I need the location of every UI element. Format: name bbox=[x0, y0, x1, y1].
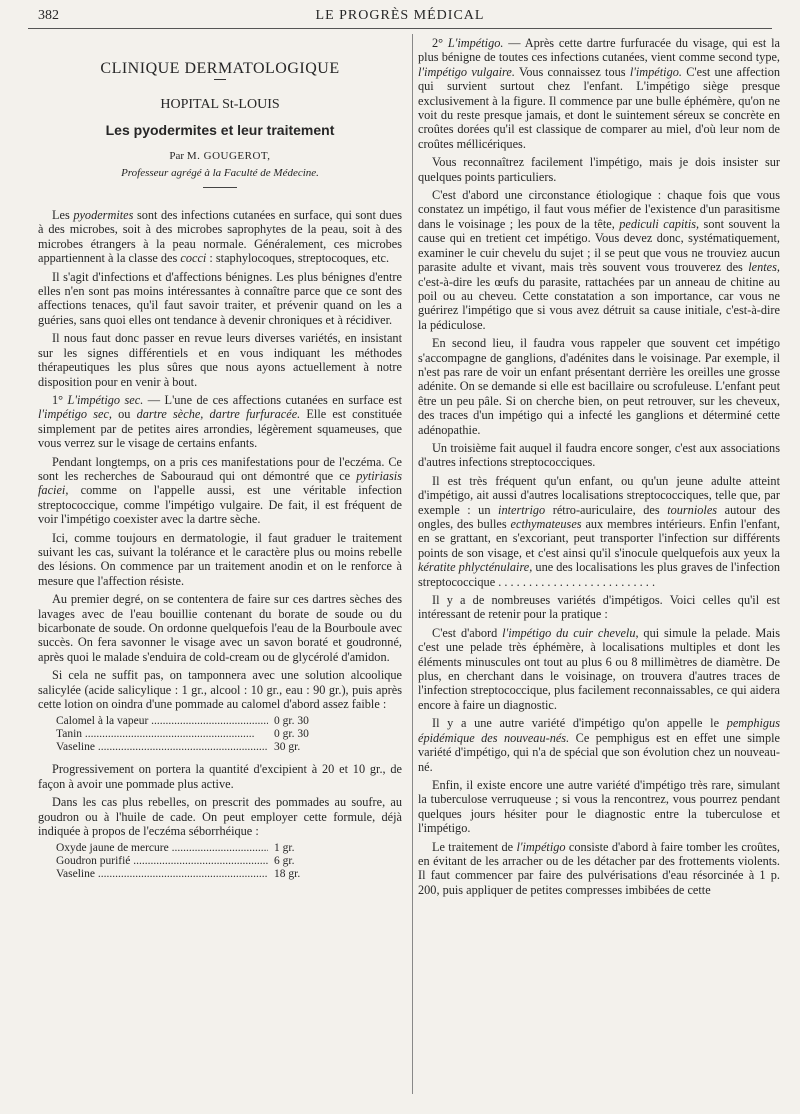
paragraph: En second lieu, il faudra vous rappeler que souvent cet impétigo s'accompagne de ganglions, d'adénites dans le voisinage. Par exemple, il n'est pas rare de voir un enfant présentant derrière les oreilles une grosse adénite. On se demande si elle est bacillaire ou scrofuleuse. L'enfant peut être un peu pâle. Si on cherche bien, on peut retrouver, sur les cheveux, des traces d'un impétigo qui a infecté les ganglions et déterminé cette adénopathie. bbox=[418, 336, 780, 437]
paragraph: Les pyodermites sont des infections cutanées en surface, qui sont dues à des microbes, soit à des microbes saprophytes de la peau, soit à des microbes étrangers à la peau normale. Généralement, ces microbes appartiennent à la classe des cocci : staphylocoques, streptocoques, etc. bbox=[38, 208, 402, 266]
paragraph: Il nous faut donc passer en revue leurs diverses variétés, en insistant sur les signes différentiels et en vous indiquant les méthodes thérapeutiques les plus sûres que nous ayons actuellement à notre disposition pour en venir à bout. bbox=[38, 331, 402, 389]
byline bbox=[38, 149, 402, 163]
paragraph: Pendant longtemps, on a pris ces manifestations pour de l'eczéma. Ce sont les recherches de Sabouraud qui ont démontré que ce pytiriasis faciei, comme on l'appelle aussi, est une véritable infection streptococcique, comme l'impétigo vulgaire. De fait, il est fréquent de voir l'impétigo coexister avec la dartre sèche. bbox=[38, 454, 402, 527]
paragraph: Il s'agit d'infections et d'affections bénignes. Les plus bénignes d'entre elles n'en sont pas moins intéressantes à connaître parce que ce sont des affections tenaces, qu'il faut savoir traiter, et prévenir quand on les a guéries, sans quoi elles ont tendance à devenir chroniques et à récidiver. bbox=[38, 269, 402, 327]
article-heading bbox=[38, 62, 402, 188]
column-divider bbox=[412, 34, 413, 1094]
paragraph: C'est d'abord une circonstance étiologique : chaque fois que vous constatez un impétigo, il faut vous méfier de l'existence d'un parasitisme dans le voisinage ; les poux de la tête, pediculi capitis, sont souvent la cause qui en tretient cet impétigo. Vous devez donc, systématiquement, examiner le cuir chevelu du sujet ; il se peut que vous ne trouviez aucun parasite adulte et vivant, mais très souvent vous trouverez des lentes, c'est-à-dire les œufs du parasite, rattachées par un anneau de chitine au poil ou au cheveu. Cette constatation a son importance, car vous ne guérirez l'impétigo que si vous avez détruit sa cause initiale, c'est-à-dire la pédiculose. bbox=[418, 188, 780, 332]
prescription-calomel bbox=[56, 715, 326, 754]
paragraph: Progressivement on portera la quantité d'excipient à 20 et 10 gr., de façon à avoir une pommade plus active. bbox=[38, 762, 402, 791]
prescription-line: Oxyde jaune de mercure ..... 1 gr. bbox=[56, 842, 326, 855]
paragraph: Il est très fréquent qu'un enfant, ou qu'un jeune adulte atteint d'impétigo, ait aussi d'autres localisations streptococciques, telle que, par exemple : un intertrigo rétro-auriculaire, des tournioles autour des ongles, des bulles ecthymateuses aux membres intérieurs. Enfin l'enfant, en se grattant, en s'excoriant, peut transporter l'infection sur différents points de son visage, et c'est ainsi qu'il s'inocule quelquefois aux yeux la kératite phlycténulaire, une des localisations les plus graves de l'infection streptococcique . . . . . . . . . . . . . . . . . . . . . . . . . . bbox=[418, 473, 780, 589]
paragraph: Dans les cas plus rebelles, on prescrit des pommades au soufre, au goudron ou à l'huile de cade. On peut employer cette formule, déjà indiquée à propos de l'eczéma séborrhéique : bbox=[38, 795, 402, 839]
journal-title: LE PROGRÈS MÉDICAL bbox=[315, 8, 485, 23]
section-title: CLINIQUE DERMATOLOGIQUE bbox=[100, 60, 340, 77]
section-dash bbox=[214, 79, 226, 80]
hospital-name: HOPITAL St-LOUIS bbox=[160, 97, 280, 113]
paragraph: C'est d'abord l'impétigo du cuir chevelu, qui simule la pelade. Mais c'est une pelade très éphémère, à localisations multiples et dont les éléments minuscules ont tout au plus 6 ou 8 millimètres de diamètre. De plus, en cherchant dans le voisinage, on trouvera d'autres traces de l'infection streptococcique, plus facilement reconnaissables, ce qui aidera encore à faire un diagnostic. bbox=[418, 625, 780, 712]
paragraph: Il y a de nombreuses variétés d'impétigos. Voici celles qu'il est intéressant de retenir pour la pratique : bbox=[418, 593, 780, 622]
paragraph: Il y a une autre variété d'impétigo qu'on appelle le pemphigus épidémique des nouveau-nés. Ce pemphigus est en effet une simple variété d'impétigo, qui n'a de spécial que son évolution chez un nouveau-né. bbox=[418, 716, 780, 774]
byline-prefix: Par bbox=[169, 150, 185, 163]
prescription-line: Tanin ..... 0 gr. 30 bbox=[56, 728, 326, 741]
page-number: 382 bbox=[38, 8, 59, 23]
right-column bbox=[418, 36, 780, 901]
running-header bbox=[28, 8, 772, 28]
paragraph: Enfin, il existe encore une autre variété d'impétigo très rare, simulant la tuberculose verruqueuse ; si vous la rencontrez, vous pourrez pendant quelques jours hésiter pour le diagnostic entre la tuberculose et l'impétigo. bbox=[418, 777, 780, 836]
paragraph: 1° L'impétigo sec. — L'une de ces affections cutanées en surface est l'impétigo sec, ou dartre sèche, dartre furfuracée. Elle est constituée simplement par de petites aires arrondies, légèrement squameuses, que vous verrez sur le visage de certains enfants. bbox=[38, 392, 403, 451]
paragraph: Au premier degré, on se contentera de faire sur ces dartres sèches des lavages avec de l'eau bouillie contenant du borate de soude ou du bicarbonate de soude. On ordonne quelquefois l'eau de la Bourboule avec succès. On fera savonner le visage avec un savon boraté et goudronné, après quoi le malade s'enduira de cold-cream ou de glycérolé d'amidon. bbox=[38, 592, 402, 664]
paragraph: Ici, comme toujours en dermatologie, il faut graduer le traitement suivant les cas, suivant la tolérance et le caractère plus ou moins rebelle des lésions. On commence par un traitement anodin et on le renforce à mesure que l'affection résiste. bbox=[38, 530, 402, 588]
author-title: Professeur agrégé à la Faculté de Médecine. bbox=[121, 166, 319, 179]
paragraph: Si cela ne suffit pas, on tamponnera avec une solution alcoolique salicylée (acide salicylique : 1 gr., alcool : 10 gr., eau : 90 gr.), puis après cette lotion on oindra d'une pommade au calomel d'abord assez faible : bbox=[38, 668, 402, 712]
prescription-line: Vaseline ..... 18 gr. bbox=[56, 868, 326, 881]
author-name: M. GOUGEROT, bbox=[186, 150, 271, 163]
header-rule bbox=[28, 28, 772, 29]
heading-dash bbox=[203, 187, 237, 188]
paragraph: Vous reconnaîtrez facilement l'impétigo, mais je dois insister sur quelques points particuliers. bbox=[418, 155, 780, 184]
left-column bbox=[38, 36, 402, 889]
prescription-line: Goudron purifié ..... 6 gr. bbox=[56, 855, 326, 868]
paragraph: 2° L'impétigo. — Après cette dartre furfuracée du visage, qui est la plus bénigne de toutes ces infections cutanées, vient comme second type, l'impétigo vulgaire. Vous connaissez tous l'impétigo. C'est une affection qui survient surtout chez l'enfant. L'impétigo siège presque exclusivement à la figure. Il commence par une bulle éphémère, qu'on ne voit du reste presque jamais, et dont le suintement séreux se concrète en croûtes dorées qu'il est classique de comparer au miel, d'où leur nom de croûtes méllicériques. bbox=[418, 36, 781, 151]
prescription-mercure bbox=[56, 842, 326, 881]
prescription-line: Vaseline ..... 30 gr. bbox=[56, 741, 326, 754]
prescription-line: Calomel à la vapeur ..... 0 gr. 30 bbox=[56, 715, 326, 728]
paragraph: Un troisième fait auquel il faudra encore songer, c'est aux associations d'autres infections streptococciques. bbox=[418, 440, 780, 470]
article-title: Les pyodermites et leur traitement bbox=[105, 121, 335, 138]
paragraph: Le traitement de l'impétigo consiste d'abord à faire tomber les croûtes, en évitant de les arracher ou de les détacher par des frottements violents. Il faut commencer par faire des pulvérisations d'eau résorcinée à 1 p. 200, puis appliquer de petites compresses imbibées de cette bbox=[418, 839, 780, 897]
